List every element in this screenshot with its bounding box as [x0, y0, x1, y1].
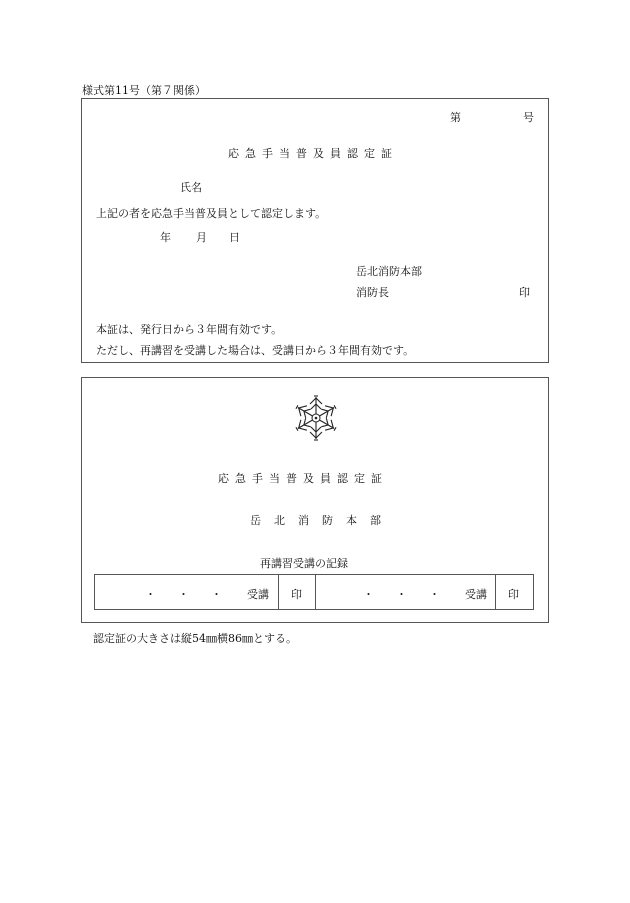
- issuer-organization: 岳北消防本部: [356, 265, 422, 278]
- certificate-front: [81, 98, 549, 363]
- name-label: 氏名: [180, 181, 202, 194]
- issuer-chief: 消防長: [356, 286, 389, 299]
- record-table: [94, 574, 534, 610]
- record-title: 再講習受講の記録: [260, 557, 348, 570]
- record-seal-2: 印: [508, 588, 519, 601]
- snowflake-emblem-icon: [290, 392, 342, 444]
- certificate-number-dai: 第: [450, 111, 461, 124]
- seal-mark: 印: [519, 286, 530, 299]
- date-month-label: 月: [196, 231, 207, 244]
- certificate-back: [81, 377, 549, 623]
- size-footnote: 認定証の大きさは縦54㎜横86㎜とする。: [93, 632, 297, 645]
- record-label-1: 受講: [247, 588, 269, 601]
- date-year-label: 年: [160, 231, 171, 244]
- record-date-1: ・ ・ ・: [145, 588, 222, 601]
- back-organization: 岳北消防本部: [250, 514, 394, 527]
- record-seal-1: 印: [291, 588, 302, 601]
- certification-statement: 上記の者を応急手当普及員として認定します。: [96, 207, 327, 220]
- back-certificate-title: 応急手当普及員認定証: [218, 472, 388, 485]
- record-date-2: ・ ・ ・: [363, 588, 440, 601]
- validity-note: 本証は、発行日から３年間有効です。: [96, 323, 283, 336]
- form-number-label: 様式第11号（第７関係）: [82, 84, 206, 97]
- certificate-number-go: 号: [523, 111, 534, 124]
- date-day-label: 日: [229, 231, 240, 244]
- renewal-note: ただし、再講習を受講した場合は、受講日から３年間有効です。: [96, 344, 415, 357]
- certificate-title: 応急手当普及員認定証: [228, 147, 398, 160]
- record-label-2: 受講: [465, 588, 487, 601]
